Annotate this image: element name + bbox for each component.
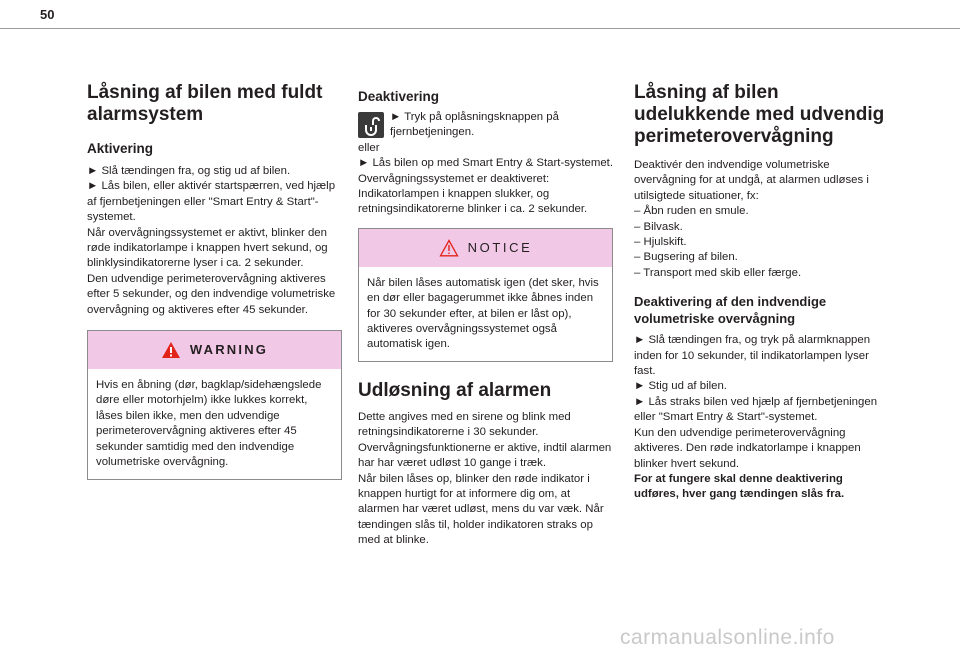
watermark: carmanualsonline.info — [620, 626, 835, 649]
activation-info-1: Når overvågningssystemet er aktivt, blinker den røde indikatorlampe i knappen hvert sekund, og blinklysindikatorerne lyser i ca. 2 sekunder. — [87, 226, 328, 270]
volumetric-info: Kun den udvendige perimeterovervågning aktiveres. Den røde indkatorlampe i knappen blinker hvert sekund. — [634, 426, 861, 470]
activation-step-2: ► Lås bilen, eller aktivér startspærren, ved hjælp af fjernbetjeningen eller "Smart Entry & Start"-systemet. — [87, 180, 336, 224]
notice-label: NOTICE — [467, 240, 533, 256]
or-text: eller — [358, 141, 380, 154]
list-item: – Transport med skib eller færge. — [634, 266, 802, 279]
unlock-button-icon — [358, 112, 384, 138]
smart-entry-step: ► Lås bilen op med Smart Entry & Start-systemet. — [358, 157, 613, 170]
deactivation-heading: Deaktivering — [358, 89, 440, 104]
notice-header — [359, 229, 612, 267]
unlock-step: ► Tryk på oplåsningsknappen på fjernbetjeningen. — [390, 111, 559, 139]
column-3 — [634, 82, 889, 503]
deactivation-info: Overvågningssystemet er deaktiveret: Indikatorlampen i knappen slukker, og retningsindikatorerne blinker i ca. 2 sekunder. — [358, 172, 588, 216]
column-1 — [87, 82, 342, 490]
volumetric-step-3: ► Lås straks bilen ved hjælp af fjernbetjeningen eller "Smart Entry & Start"-systemet. — [634, 395, 878, 424]
bold-note: For at fungere skal denne deaktivering udføres, hver gang tændingen slås fra. — [634, 472, 845, 501]
volumetric-step-2: ► Stig ud af bilen. — [634, 380, 727, 393]
alarm-info-3: Når bilen låses op, blinker den røde indikator i knappen hurtigt for at informere dig om, at alarmen har været udløst, mens du var væk. Når tændingen slås til, holder indikatoren straks op med at blinke. — [358, 472, 604, 547]
alarm-info-2: Overvågningsfunktionerne er aktive, indtil alarmen har har været udløst 10 gange i træk. — [358, 441, 612, 470]
list-item: – Åbn ruden en smule. — [634, 205, 749, 218]
unlock-instruction — [358, 110, 613, 141]
warning-box — [87, 330, 342, 479]
warning-text: Hvis en åbning (dør, bagklap/sidehængslede døre eller motorhjelm) ikke lukkes korrekt, låses bilen ikke, men den udvendige perimeterovervågning aktiveres efter 45 sekunder samtidig med den indvendige volumetriske overvågning. — [96, 379, 322, 469]
warning-label: WARNING — [189, 342, 269, 358]
alarm-info-1: Dette angives med en sirene og blink med retningsindikatorerne i 30 sekunder. — [358, 410, 571, 439]
section-title-alarm-trigger: Udløsning af alarmen — [358, 379, 552, 401]
activation-step-1: ► Slå tændingen fra, og stig ud af bilen. — [87, 165, 291, 177]
volumetric-step-1: ► Slå tændingen fra, og tryk på alarmknappen inden for 10 sekunder, til indikatorlampen lyser fast. — [634, 334, 871, 378]
column-2 — [358, 88, 613, 549]
volumetric-deactivation-heading: Deaktivering af den indvendige volumetriske overvågning — [634, 294, 827, 327]
page-number: 50 — [40, 7, 55, 22]
notice-text: Når bilen låses automatisk igen (det sker, hvis en dør eller bagagerummet ikke åbnes inden for 30 sekunder efter, at bilen er låst op), aktiveres overvågningssystemet også automatisk igen. — [367, 276, 599, 351]
notice-box — [358, 228, 613, 362]
section-title-perimeter: Låsning af bilen udelukkende med udvendig perimeterovervågning — [634, 82, 885, 147]
list-item: – Bilvask. — [634, 220, 683, 233]
activation-info-2: Den udvendige perimeterovervågning aktiveres efter 5 sekunder, og den indvendige volumetriske overvågning og aktiveres efter 45 sekunder. — [87, 272, 336, 316]
notice-triangle-icon — [439, 239, 459, 257]
header-divider — [0, 28, 960, 29]
perimeter-intro: Deaktivér den indvendige volumetriske overvågning for at undgå, at alarmen udløses i utilsigtede situationer, fx: — [634, 159, 869, 202]
list-item: – Hjulskift. — [634, 236, 687, 249]
warning-header — [88, 331, 341, 369]
list-item: – Bugsering af bilen. — [634, 251, 738, 264]
section-title-full-alarm: Låsning af bilen med fuldt alarmsystem — [87, 82, 323, 125]
warning-triangle-icon — [161, 341, 181, 359]
activation-heading: Aktivering — [87, 141, 154, 156]
